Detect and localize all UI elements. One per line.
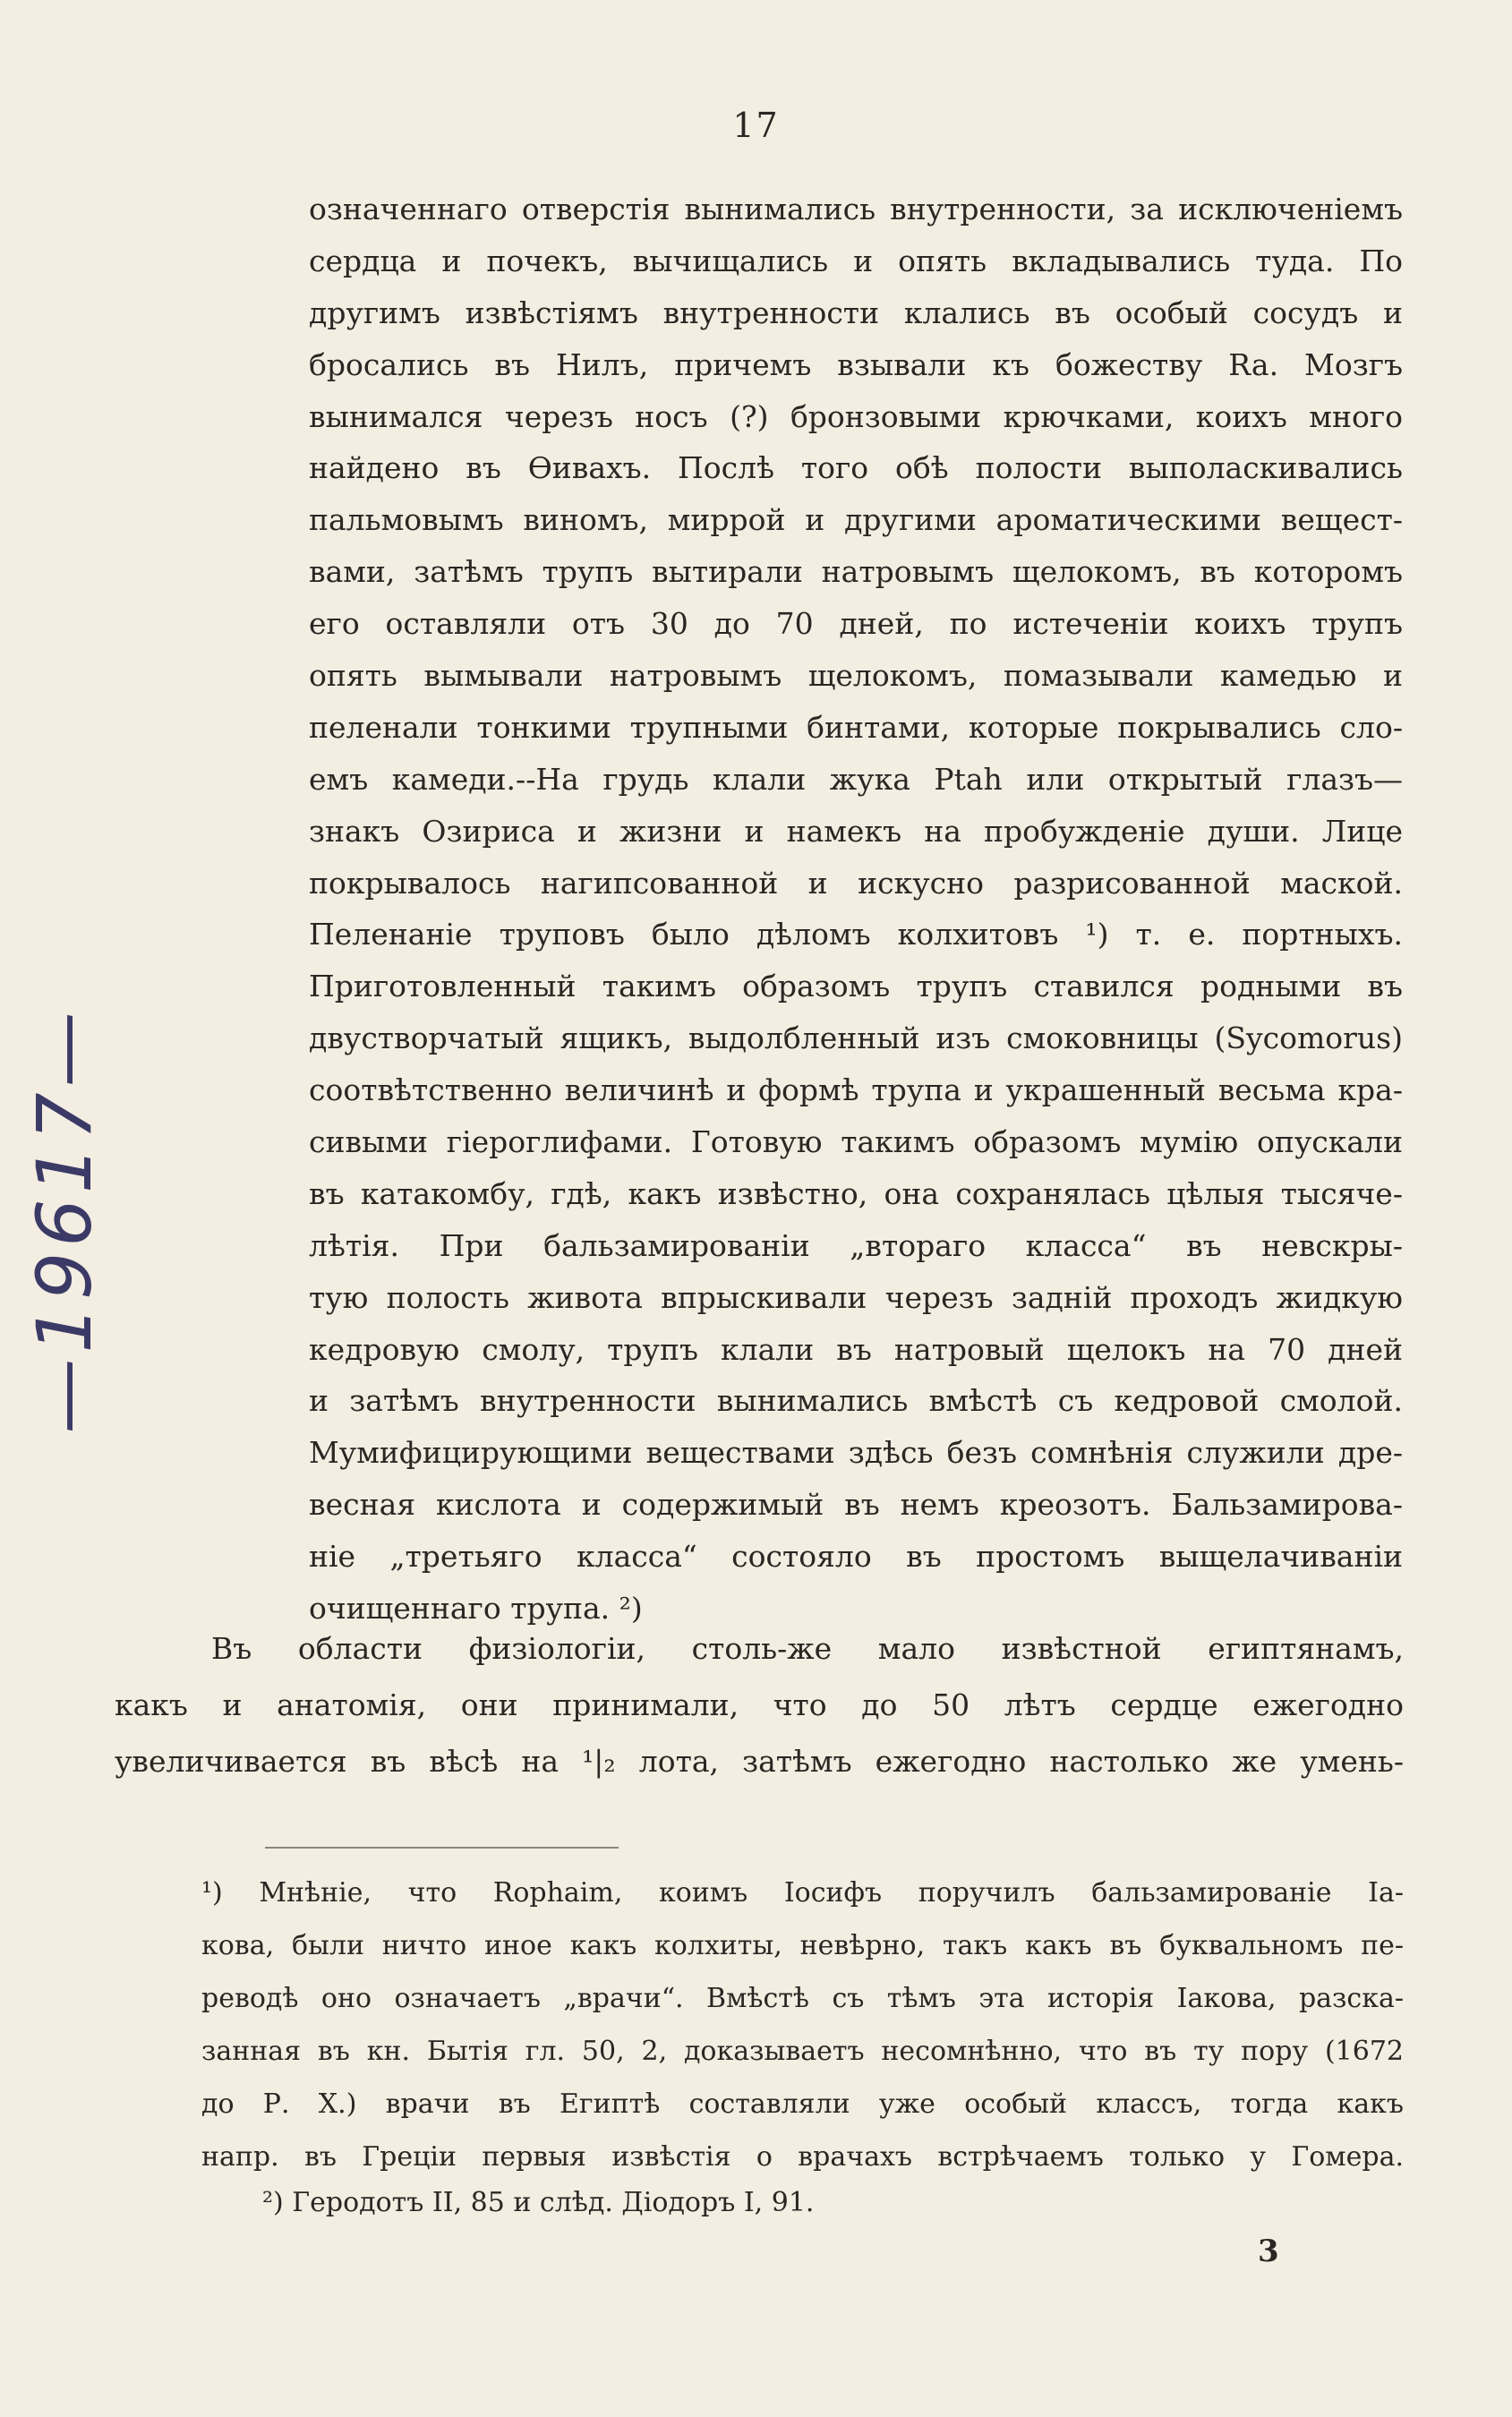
text-line: другимъ извѣстіямъ внутренности клались въ особый сосудъ и (309, 295, 1403, 330)
text-line: очищеннаго трупа. ²) (309, 1591, 643, 1627)
text-line: опять вымывали натровымъ щелокомъ, помазывали камедью и (309, 658, 1403, 694)
text-line: въ катакомбу, гдѣ, какъ извѣстно, она сохранялась цѣлыя тысяче- (309, 1175, 1403, 1211)
text-line: какъ и анатомія, они принимали, что до 50 лѣтъ сердце ежегодно (115, 1687, 1404, 1722)
text-line: сердца и почекъ, вычищались и опять вкладывались туда. По (309, 243, 1403, 278)
text-line: Приготовленный такимъ образомъ трупъ ставился родными въ (309, 969, 1403, 1004)
text-line: знакъ Озириса и жизни и намекъ на пробужденіе души. Лице (309, 813, 1403, 849)
footnote-line: до Р. Х.) врачи въ Египтѣ составляли уже особый классъ, тогда какъ (201, 2088, 1404, 2120)
text-line: вами, затѣмъ трупъ вытирали натровымъ щелокомъ, въ которомъ (309, 554, 1403, 590)
text-line: увеличивается въ вѣсѣ на ¹|₂ лота, затѣмъ ежегодно настолько же умень- (115, 1744, 1404, 1779)
text-line: кедровую смолу, трупъ клали въ натровый щелокъ на 70 дней (309, 1331, 1403, 1367)
text-line: соотвѣтственно величинѣ и формѣ трупа и украшенный весьма кра- (309, 1072, 1403, 1108)
text-line: двустворчатый ящикъ, выдолбленный изъ смоковницы (Sycomorus) (309, 1021, 1403, 1056)
text-line: лѣтія. При бальзамированіи „втораго класса“ въ невскры- (309, 1227, 1403, 1263)
handwritten-inventory-text: —19617— (21, 1006, 108, 1434)
footnote-line: занная въ кн. Бытія гл. 50, 2, доказываетъ несомнѣнно, что въ ту пору (1672 (201, 2036, 1404, 2067)
text-line: ніе „третьяго класса“ состояло въ простомъ выщелачиваніи (309, 1539, 1403, 1575)
footnote-line: напр. въ Греціи первыя извѣстія о врачахъ встрѣчаемъ только у Гомера. (201, 2141, 1404, 2173)
text-line: емъ камеди.--На грудь клали жука Ptah или открытый глазъ— (309, 761, 1403, 797)
text-line: Мумифицирующими веществами здѣсь безъ сомнѣнія служили дре- (309, 1435, 1403, 1471)
text-line: пальмовымъ виномъ, миррой и другими ароматическими вещест- (309, 502, 1403, 538)
text-line: сивыми гіероглифами. Готовую такимъ образомъ мумію опускали (309, 1124, 1403, 1160)
footnote-line: ¹) Мнѣніе, что Rophaim, коимъ Іосифъ поручилъ бальзамированіе Іа- (201, 1877, 1404, 1909)
main-paragraph (309, 184, 1403, 1635)
physiology-paragraph (115, 1620, 1404, 1789)
text-line: пеленали тонкими трупными бинтами, которые покрывались сло- (309, 709, 1403, 745)
page-number: 17 (732, 106, 780, 145)
text-line: Въ области физіологіи, столь-же мало извѣстной египтянамъ, (211, 1631, 1404, 1666)
text-line: весная кислота и содержимый въ немъ креозотъ. Бальзамирова- (309, 1487, 1403, 1523)
footnote-line: реводѣ оно означаетъ „врачи“. Вмѣстѣ съ тѣмъ эта исторія Іакова, разска- (201, 1983, 1404, 2014)
text-line: его оставляли отъ 30 до 70 дней, по истеченіи коихъ трупъ (309, 606, 1403, 642)
text-line: тую полость живота впрыскивали черезъ задній проходъ жидкую (309, 1279, 1403, 1315)
text-line: означеннаго отверстія вынимались внутренности, за исключеніемъ (309, 192, 1403, 226)
text-line: Пеленаніе труповъ было дѣломъ колхитовъ ¹) т. е. портныхъ. (309, 917, 1403, 952)
footnote-1 (201, 1866, 1404, 2183)
footnote-2: ²) Геродотъ II, 85 и слѣд. Діодоръ I, 91. (262, 2187, 815, 2218)
footnote-line: кова, были ничто иное какъ колхиты, невѣрно, такъ какъ въ буквальномъ пе- (201, 1930, 1404, 1961)
signature-mark: 3 (1258, 2233, 1279, 2269)
text-line: найдено въ Ѳивахъ. Послѣ того обѣ полости выполаскивались (309, 450, 1403, 486)
text-line: покрывалось нагипсованной и искусно разрисованной маской. (309, 865, 1403, 901)
text-line: бросались въ Нилъ, причемъ взывали къ божеству Ra. Мозгъ (309, 346, 1403, 382)
handwritten-inventory-number (11, 1006, 118, 1434)
text-line: вынимался черезъ носъ (?) бронзовыми крючками, коихъ много (309, 398, 1403, 434)
footnote-divider (265, 1847, 619, 1849)
text-line: и затѣмъ внутренности вынимались вмѣстѣ съ кедровой смолой. (309, 1383, 1403, 1419)
